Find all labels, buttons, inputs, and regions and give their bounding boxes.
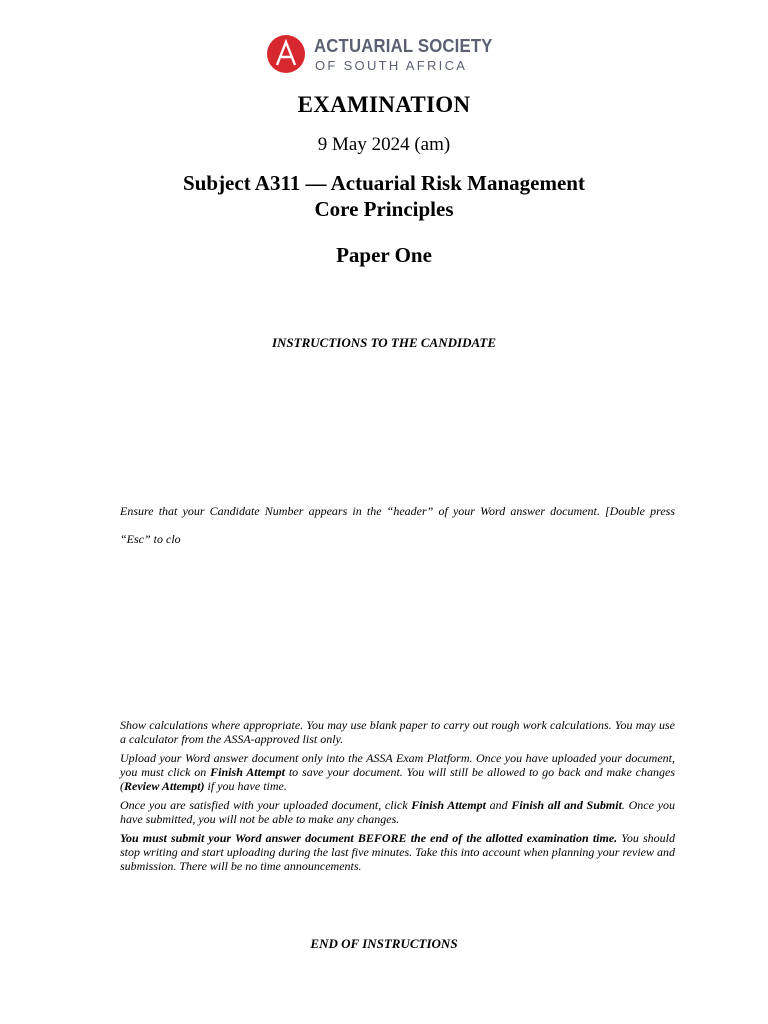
instructions-list	[120, 718, 675, 878]
finish-attempt-label-2: Finish Attempt	[411, 798, 486, 812]
exam-date: 9 May 2024 (am)	[317, 134, 451, 155]
review-attempt-label: Review Attempt)	[124, 779, 205, 793]
instruction-submit-text2: and	[485, 798, 512, 812]
instruction-submit	[120, 798, 675, 826]
subject-line2: Core Principles	[314, 197, 454, 221]
exam-title: EXAMINATION	[297, 92, 471, 117]
logo-text-line2: OF SOUTH AFRICA	[315, 58, 468, 73]
assa-logo	[267, 34, 507, 76]
instruction-submit-text3: . Once you have submitted, you will not be able to make any changes.	[120, 798, 676, 826]
instruction-deadline	[120, 831, 675, 873]
candidate-number-instruction: Ensure that your Candidate Number appears in the “header” of your Word answer document. [Double press “Esc” to clo	[120, 504, 675, 546]
instruction-calculations: Show calculations where appropriate. You may use blank paper to carry out rough work calculations. You may use a calculator from the ASSA-approved list only.	[120, 718, 675, 746]
instruction-deadline-text: You should stop writing and start uploading during the last five minutes. Take this into account when planning your review and submission. There will be no time announcements.	[120, 831, 675, 873]
instruction-submit-text1: Once you are satisfied with your uploaded document, click	[120, 798, 412, 812]
instruction-upload	[120, 751, 675, 793]
finish-attempt-label: Finish Attempt	[210, 765, 285, 779]
instruction-upload-text3: if you have time.	[204, 779, 287, 793]
subject-title	[0, 170, 768, 222]
instructions-heading: INSTRUCTIONS TO THE CANDIDATE	[271, 335, 497, 350]
finish-all-submit-label: Finish all and Submit	[511, 798, 622, 812]
instruction-upload-text2: to save your document. You will still be allowed to go back and make changes (	[120, 765, 675, 793]
end-of-instructions: END OF INSTRUCTIONS	[310, 936, 458, 951]
paper-number: Paper One	[336, 243, 432, 267]
logo-text-line1: ACTUARIAL SOCIETY	[314, 36, 493, 56]
assa-logo-mark	[267, 35, 305, 73]
deadline-warning: You must submit your Word answer document BEFORE the end of the allotted examination time.	[120, 831, 618, 845]
instruction-upload-text1: Upload your Word answer document only into the ASSA Exam Platform. Once you have uploaded your document, you must click on	[120, 751, 675, 779]
subject-line1: Subject A311 — Actuarial Risk Management	[183, 171, 585, 195]
